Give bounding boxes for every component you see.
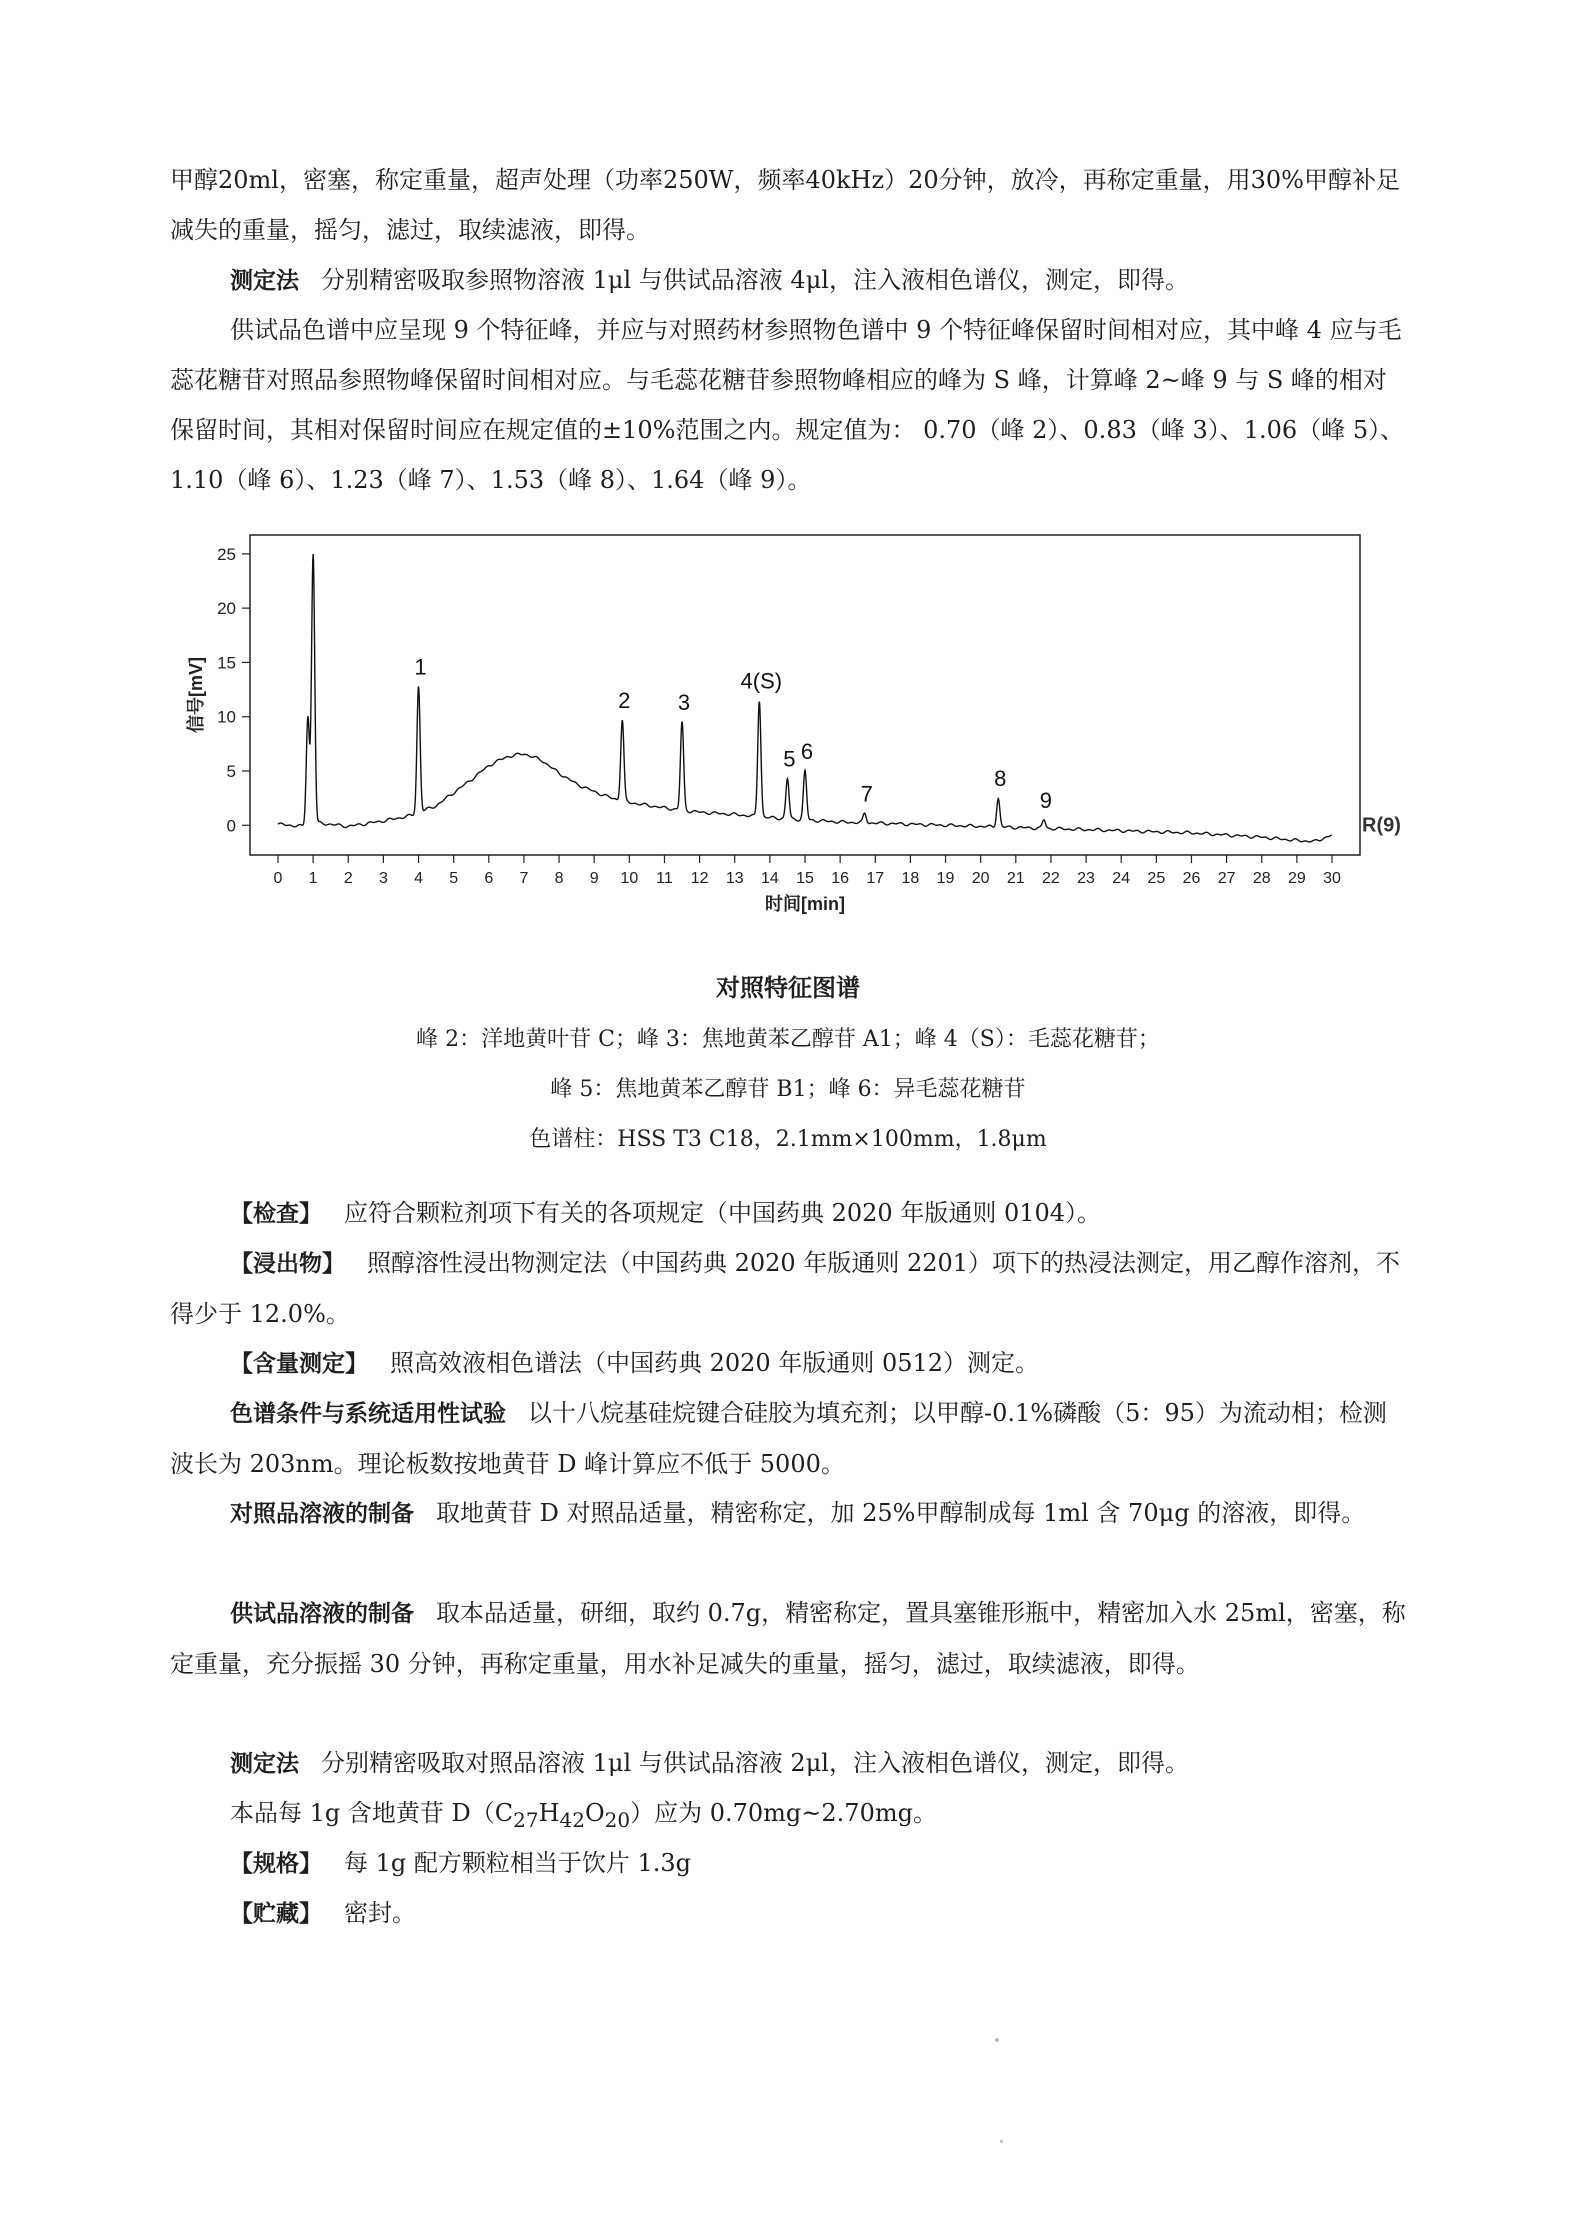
y-tick-label: 5 [226,762,236,781]
x-tick-label: 8 [554,870,564,887]
x-tick-label: 23 [1077,870,1095,887]
x-tick-label: 28 [1252,870,1271,887]
guige-label: 【规格】 [230,1851,322,1877]
x-tick-label: 14 [760,870,779,887]
peak-label-1: 1 [414,654,427,680]
x-tick-label: 13 [725,870,744,887]
scan-speck [1000,2140,1003,2143]
guige-section [170,1838,1410,1889]
duizhao-label: 对照品溶液的制备 [230,1501,414,1527]
formula-sub-h: 42 [559,1807,585,1832]
ceding-text: 分别精密吸取对照品溶液 1μl 与供试品溶液 2μl，注入液相色谱仪，测定，即得。 [321,1749,1189,1777]
x-tick-label: 11 [656,870,673,887]
y-tick-label: 15 [217,653,236,673]
formula-sub-c: 27 [513,1807,539,1832]
chromatogram-chart [180,520,1420,960]
peak-label-2: 2 [618,687,631,713]
x-tick-label: 22 [1042,870,1060,887]
plot-frame [250,535,1360,855]
hanliang-text: 照高效液相色谱法（中国药典 2020 年版通则 0512）测定。 [390,1349,1040,1377]
formula-h: H [538,1799,560,1827]
x-tick-label: 6 [484,870,494,887]
chromatogram-trace [278,554,1332,842]
jinchu-section [170,1238,1410,1339]
scan-speck [995,2038,999,2042]
figure-caption-line1: 峰 2：洋地黄叶苷 C；峰 3：焦地黄苯乙醇苷 A1；峰 4（S）：毛蕊花糖苷； [416,1027,1160,1052]
x-tick-label: 25 [1147,870,1166,887]
x-tick-label: 17 [866,870,885,887]
figure-caption-line2: 峰 5：焦地黄苯乙醇苷 B1；峰 6：异毛蕊花糖苷 [550,1077,1026,1102]
sepu-label: 色谱条件与系统适用性试验 [230,1401,506,1427]
content-text-post: ）应为 0.70mg~2.70mg。 [630,1799,937,1827]
x-tick-label: 21 [1006,870,1025,887]
x-tick-label: 12 [690,870,709,887]
x-tick-label: 27 [1217,870,1236,887]
peak-label-5: 5 [783,746,796,772]
peak-label-3: 3 [677,690,691,716]
zhucang-label: 【贮藏】 [230,1901,322,1927]
x-tick-label: 19 [936,870,955,887]
x-axis-label: 时间[min] [765,894,845,914]
zhucang-text: 密封。 [344,1899,416,1927]
criteria-text: 供试品色谱中应呈现 9 个特征峰，并应与对照药材参照物色谱中 9 个特征峰保留时间相对应，其中峰 4 应与毛蕊花糖苷对照品参照物峰保留时间相对应。与毛蕊花糖苷参照物峰相应的峰为 S 峰，计算峰 2~峰 9 与 S 峰的相对保留时间，其相对保留时间应在规定值的±10%范围之内。规定值为： 0.70（峰 2）、0.83（峰 3）、1.06（峰 5）、1.10（峰 6）、1.23（峰 7）、1.53（峰 8）、1.64（峰 9）。 [170,316,1405,494]
sepu-text: 以十八烷基硅烷键合硅胶为填充剂；以甲醇-0.1%磷酸（5：95）为流动相；检测波长为 203nm。理论板数按地黄苷 D 峰计算应不低于 5000。 [170,1399,1387,1478]
y-tick-label: 10 [217,707,236,727]
hanliang-label: 【含量测定】 [230,1351,368,1377]
guige-text: 每 1g 配方颗粒相当于饮片 1.3g [344,1849,692,1877]
peak-label-7: 7 [860,781,873,807]
peak-label-6: 6 [800,739,814,764]
chromatogram-svg [180,520,1420,960]
duizhao-section [170,1488,1410,1539]
x-tick-label: 30 [1323,870,1341,887]
ceding-section [170,1738,1410,1789]
intro-paragraph [170,155,1410,255]
jinchu-text: 照醇溶性浸出物测定法（中国药典 2020 年版通则 2201）项下的热浸法测定，用乙醇作溶剂，不得少于 12.0%。 [170,1249,1401,1328]
criteria-paragraph [170,305,1410,505]
x-tick-label: 29 [1287,870,1306,887]
figure-title: 对照特征图谱 [716,974,860,1002]
content-limit [170,1788,1410,1845]
sepu-section [170,1388,1410,1489]
x-tick-label: 16 [831,870,850,887]
intro-text: 甲醇20ml，密塞，称定重量，超声处理（功率250W，频率40kHz）20分钟，放冷，再称定重量，用30%甲醇补足减失的重量，摇匀，滤过，取续滤液，即得。 [170,166,1400,244]
hanliang-section [170,1338,1410,1389]
x-tick-label: 10 [620,870,639,887]
y-tick-label: 0 [226,816,236,836]
x-tick-label: 3 [378,870,388,887]
x-tick-label: 7 [519,870,529,887]
formula-sub-o: 20 [604,1807,631,1832]
gongshi-section [170,1588,1410,1689]
peak-label-4S: 4(S) [740,668,783,694]
method-paragraph [170,255,1410,306]
y-axis-label: 信号[mV] [186,657,206,733]
figure-caption-line3: 色谱柱：HSS T3 C18，2.1mm×100mm，1.8μm [529,1127,1047,1152]
content-text-pre: 本品每 1g 含地黄苷 D（C [230,1799,514,1827]
x-tick-label: 15 [796,870,814,887]
ceding-label: 测定法 [230,1751,299,1777]
x-tick-label: 0 [273,870,283,887]
method-label: 测定法 [230,268,299,294]
jiancha-label: 【检查】 [230,1201,322,1227]
x-tick-label: 9 [589,870,599,887]
jinchu-label: 【浸出物】 [230,1251,345,1277]
x-tick-label: 4 [414,870,423,887]
x-tick-label: 18 [901,870,920,887]
method-text: 分别精密吸取参照物溶液 1μl 与供试品溶液 4μl，注入液相色谱仪，测定，即得。 [321,266,1189,294]
y-tick-label: 20 [217,599,236,619]
x-tick-label: 20 [971,870,990,887]
x-tick-label: 26 [1182,870,1201,887]
jiancha-text: 应符合颗粒剂项下有关的各项规定（中国药典 2020 年版通则 0104）。 [344,1199,1102,1227]
duizhao-text: 取地黄苷 D 对照品适量，精密称定，加 25%甲醇制成每 1ml 含 70μg 的溶液，即得。 [436,1499,1366,1527]
x-tick-label: 24 [1112,870,1131,887]
peak-label-8: 8 [994,766,1007,792]
x-tick-label: 5 [449,870,459,887]
formula-o: O [584,1799,605,1827]
jiancha-section [170,1188,1410,1239]
x-tick-label: 2 [343,870,353,887]
series-label: R(9) [1362,814,1401,837]
zhucang-section [170,1888,1410,1939]
y-tick-label: 25 [217,544,236,564]
gongshi-label: 供试品溶液的制备 [230,1601,414,1627]
x-tick-label: 1 [308,870,318,887]
peak-label-9: 9 [1039,787,1053,813]
gongshi-text: 取本品适量，研细，取约 0.7g，精密称定，置具塞锥形瓶中，精密加入水 25ml，密塞，称定重量，充分振摇 30 分钟，再称定重量，用水补足减失的重量，摇匀，滤过，取续滤液，即得。 [170,1599,1406,1678]
